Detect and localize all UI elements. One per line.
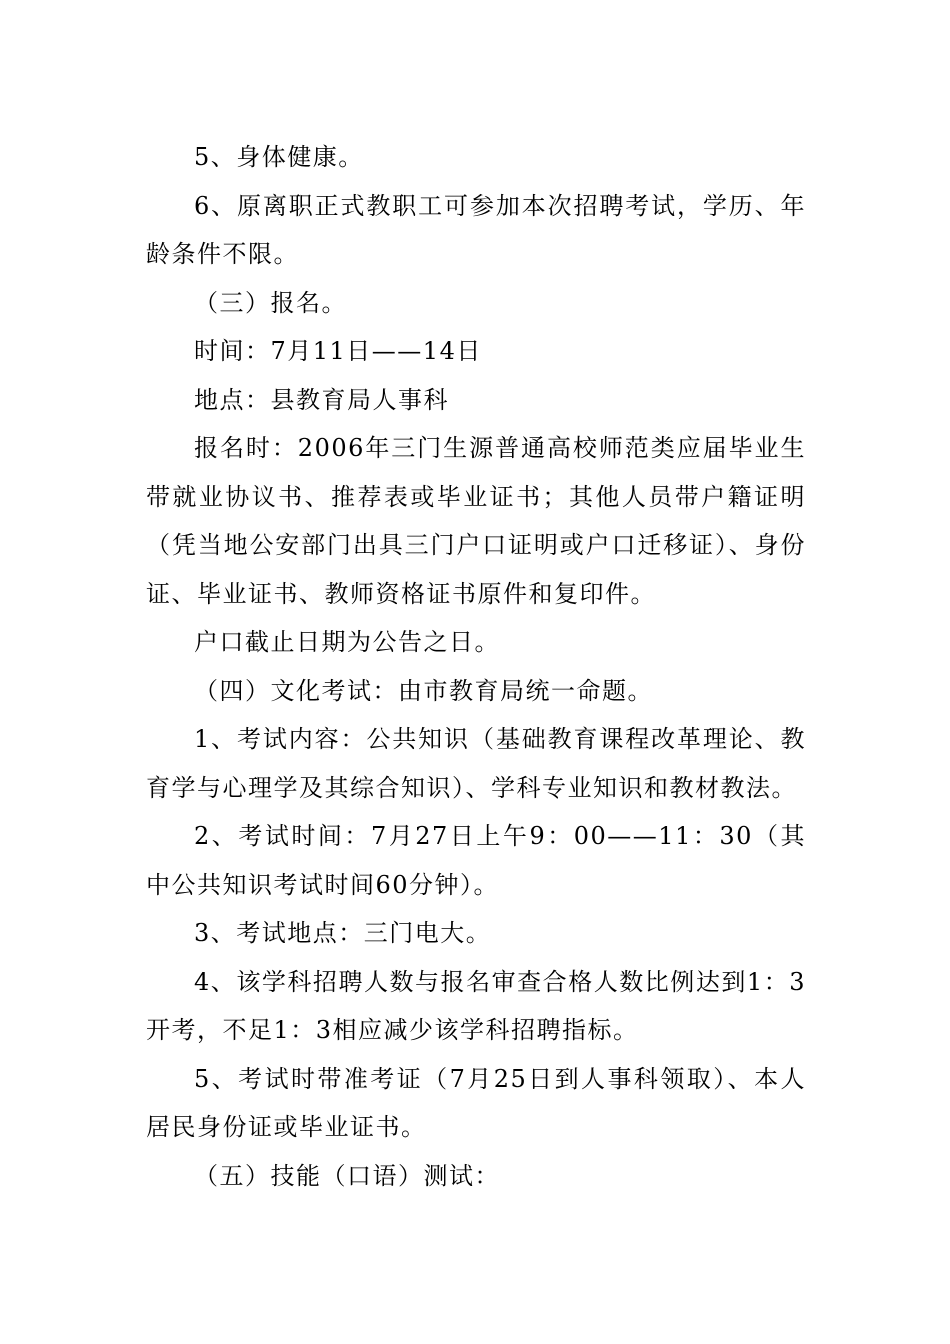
section-heading-skill-test: （五）技能（口语）测试： (194, 1161, 500, 1190)
paragraph-health: 5、身体健康。 (194, 143, 364, 171)
paragraph-exam-content: 1、考试内容：公共知识（基础教育课程改革理论、教育学与心理学及其综合知识）、学科专业知识和教材教法。 (146, 725, 806, 802)
paragraph-exam-ratio: 4、该学科招聘人数与报名审查合格人数比例达到1：3开考，不足1：3相应减少该学科招聘指标。 (146, 967, 806, 1044)
paragraph-registration-place: 地点：县教育局人事科 (194, 385, 449, 414)
document-page (146, 133, 806, 1200)
paragraph-exam-place: 3、考试地点：三门电大。 (194, 919, 492, 947)
paragraph-exam-documents: 5、考试时带准考证（7月25日到人事科领取）、本人居民身份证或毕业证书。 (146, 1064, 806, 1141)
section-heading-written-exam: （四）文化考试：由市教育局统一命题。 (194, 676, 653, 705)
paragraph-registration-documents: 报名时：2006年三门生源普通高校师范类应届毕业生带就业协议书、推荐表或毕业证书；其他人员带户籍证明（凭当地公安部门出具三门户口证明或户口迁移证）、身份证、毕业证书、教师资格证书原件和复印件。 (146, 434, 806, 608)
paragraph-exam-time: 2、考试时间：7月27日上午9：00——11：30（其中公共知识考试时间60分钟）。 (146, 822, 806, 899)
paragraph-household-deadline: 户口截止日期为公告之日。 (194, 628, 500, 656)
paragraph-registration-time: 时间：7月11日——14日 (194, 337, 482, 365)
section-heading-registration: （三）报名。 (194, 288, 347, 317)
paragraph-former-staff: 6、原离职正式教职工可参加本次招聘考试，学历、年龄条件不限。 (146, 191, 806, 268)
